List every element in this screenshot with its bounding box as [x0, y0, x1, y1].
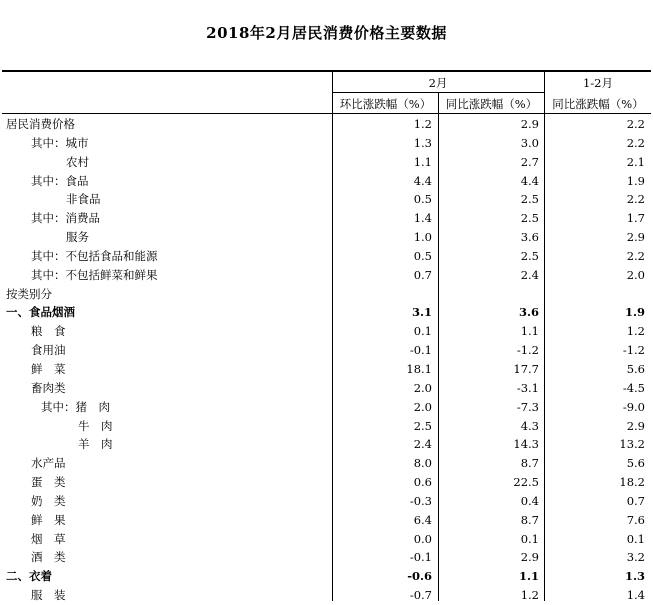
row-value-v1: 18.1 [406, 361, 432, 376]
row-value-v3: 2.2 [626, 135, 645, 150]
row-value-v2: 1.2 [520, 588, 539, 603]
row-label: 食用油 [31, 343, 66, 358]
row-value-v1: 1.3 [413, 135, 432, 150]
row-value-v1: 8.0 [413, 456, 432, 471]
row-label: 其中：食品 [31, 173, 89, 188]
table-row [0, 266, 653, 285]
table-row [0, 435, 653, 454]
row-value-v1: -0.3 [409, 493, 432, 508]
row-value-v1: -0.7 [409, 588, 432, 603]
page-title: 2018年2月居民消费价格主要数据 [206, 24, 447, 42]
row-value-v2: 1.1 [518, 569, 539, 584]
row-value-v1: 3.1 [411, 305, 432, 320]
row-label: 牛 肉 [78, 418, 113, 433]
row-label: 烟 草 [31, 531, 66, 546]
row-value-v2: 2.5 [520, 248, 539, 263]
row-label: 其中：城市 [31, 135, 89, 150]
table-row [0, 172, 653, 191]
row-value-v3: 5.6 [626, 361, 645, 376]
row-value-v3: 1.9 [626, 173, 645, 188]
table-row [0, 303, 653, 322]
row-value-v2: 4.4 [520, 173, 539, 188]
row-value-v2: 8.7 [520, 456, 539, 471]
table-row [0, 322, 653, 341]
row-label: 羊 肉 [78, 437, 113, 452]
row-label: 服务 [66, 230, 89, 245]
row-label: 鲜 果 [31, 512, 66, 527]
row-value-v3: 2.2 [626, 192, 645, 207]
row-value-v1: 0.0 [413, 531, 432, 546]
row-label: 非食品 [66, 192, 101, 207]
row-value-v3: 0.1 [626, 531, 645, 546]
row-value-v1: 6.4 [413, 512, 432, 527]
row-label: 居民消费价格 [6, 117, 75, 131]
row-value-v2: -7.3 [516, 399, 539, 414]
row-value-v1: -0.1 [409, 343, 432, 358]
row-value-v3: 18.2 [619, 475, 645, 490]
header-group-jan-feb: 1-2月 [582, 76, 614, 90]
row-value-v3: 2.9 [626, 230, 645, 245]
row-label: 服 装 [31, 588, 66, 603]
row-value-v1: 1.0 [413, 230, 432, 245]
row-value-v2: 2.5 [520, 192, 539, 207]
header-col-mom: 环比涨跌幅（%） [339, 97, 432, 111]
table-row [0, 209, 653, 228]
row-value-v1: 2.0 [413, 380, 432, 395]
row-value-v1: 0.5 [413, 248, 432, 263]
row-value-v1: -0.1 [409, 550, 432, 565]
row-value-v3: 3.2 [626, 550, 645, 565]
row-value-v3: 1.3 [624, 569, 645, 584]
row-value-v2: 2.9 [520, 550, 539, 565]
row-value-v1: 2.5 [413, 418, 432, 433]
table-row [0, 153, 653, 172]
row-value-v3: 1.2 [626, 324, 645, 339]
header-col-yoy: 同比涨跌幅（%） [445, 97, 538, 111]
row-value-v3: 2.0 [626, 267, 645, 282]
row-value-v3: 1.9 [624, 305, 645, 320]
row-value-v2: 4.3 [520, 418, 539, 433]
row-value-v2: 2.7 [520, 154, 539, 169]
table-row [0, 586, 653, 605]
row-value-v3: 1.4 [626, 588, 645, 603]
row-value-v3: 2.2 [626, 248, 645, 263]
row-value-v1: 0.5 [413, 192, 432, 207]
row-label: 其中：不包括鲜菜和鲜果 [31, 267, 158, 282]
row-value-v1: 0.7 [413, 267, 432, 282]
row-value-v2: 1.1 [520, 324, 539, 339]
row-value-v3: 13.2 [619, 437, 645, 452]
row-value-v3: 7.6 [626, 512, 645, 527]
row-value-v2: 3.6 [518, 305, 539, 320]
row-value-v1: 0.1 [413, 324, 432, 339]
row-label: 蛋 类 [31, 475, 66, 490]
table-row [0, 511, 653, 530]
row-value-v2: 3.6 [520, 230, 539, 245]
row-label: 一、食品烟酒 [6, 305, 75, 320]
row-label: 农村 [66, 154, 89, 169]
row-label: 奶 类 [31, 493, 66, 508]
row-label: 粮 食 [31, 324, 66, 339]
row-value-v3: 2.2 [626, 117, 645, 131]
row-value-v1: 4.4 [413, 173, 432, 188]
row-value-v3: 0.7 [626, 493, 645, 508]
header-col-cum-yoy: 同比涨跌幅（%） [552, 97, 644, 111]
row-value-v2: 0.4 [520, 493, 539, 508]
row-label: 按类别分 [6, 286, 52, 301]
table-row [0, 134, 653, 153]
row-value-v2: 0.1 [520, 531, 539, 546]
table-row [0, 228, 653, 247]
row-label: 畜肉类 [31, 380, 66, 395]
table-body [0, 115, 653, 605]
row-value-v2: 22.5 [513, 475, 539, 490]
row-value-v1: 0.6 [413, 475, 432, 490]
header-group-feb: 2月 [428, 76, 448, 90]
table-row [0, 548, 653, 567]
table-top-rule [2, 70, 651, 72]
row-value-v1: 1.4 [413, 211, 432, 226]
table-row [0, 247, 653, 266]
table-row [0, 473, 653, 492]
table-row [0, 417, 653, 436]
table-row [0, 492, 653, 511]
row-value-v3: 2.1 [626, 154, 645, 169]
row-label: 其中：猪 肉 [41, 399, 110, 414]
row-value-v1: 1.1 [413, 154, 432, 169]
row-value-v1: 2.4 [413, 437, 432, 452]
table-row [0, 530, 653, 549]
row-label: 二、衣着 [6, 569, 52, 584]
row-value-v1: -0.6 [407, 569, 432, 584]
row-value-v2: 3.0 [520, 135, 539, 150]
row-label: 鲜 菜 [31, 361, 66, 376]
row-value-v2: -3.1 [516, 380, 539, 395]
header-bottom-rule [2, 113, 651, 114]
table-row [0, 567, 653, 586]
row-value-v3: 5.6 [626, 456, 645, 471]
row-value-v3: -4.5 [622, 380, 645, 395]
row-label: 酒 类 [31, 550, 66, 565]
row-value-v3: -9.0 [622, 399, 645, 414]
row-value-v2: -1.2 [516, 343, 539, 358]
row-value-v2: 2.9 [520, 117, 539, 131]
table-row [0, 360, 653, 379]
row-value-v2: 2.4 [520, 267, 539, 282]
table-row [0, 115, 653, 134]
row-value-v2: 2.5 [520, 211, 539, 226]
row-label: 其中：不包括食品和能源 [31, 248, 158, 263]
row-value-v3: -1.2 [622, 343, 645, 358]
table-row [0, 190, 653, 209]
row-value-v1: 2.0 [413, 399, 432, 414]
table-row [0, 398, 653, 417]
table-row [0, 454, 653, 473]
table-row [0, 341, 653, 360]
table-row [0, 379, 653, 398]
row-value-v2: 14.3 [513, 437, 539, 452]
row-value-v3: 2.9 [626, 418, 645, 433]
row-value-v2: 17.7 [513, 361, 539, 376]
row-value-v2: 8.7 [520, 512, 539, 527]
table-row [0, 285, 653, 304]
row-value-v1: 1.2 [413, 117, 432, 131]
row-label: 其中：消费品 [31, 211, 100, 226]
row-label: 水产品 [31, 456, 66, 471]
row-value-v3: 1.7 [626, 211, 645, 226]
